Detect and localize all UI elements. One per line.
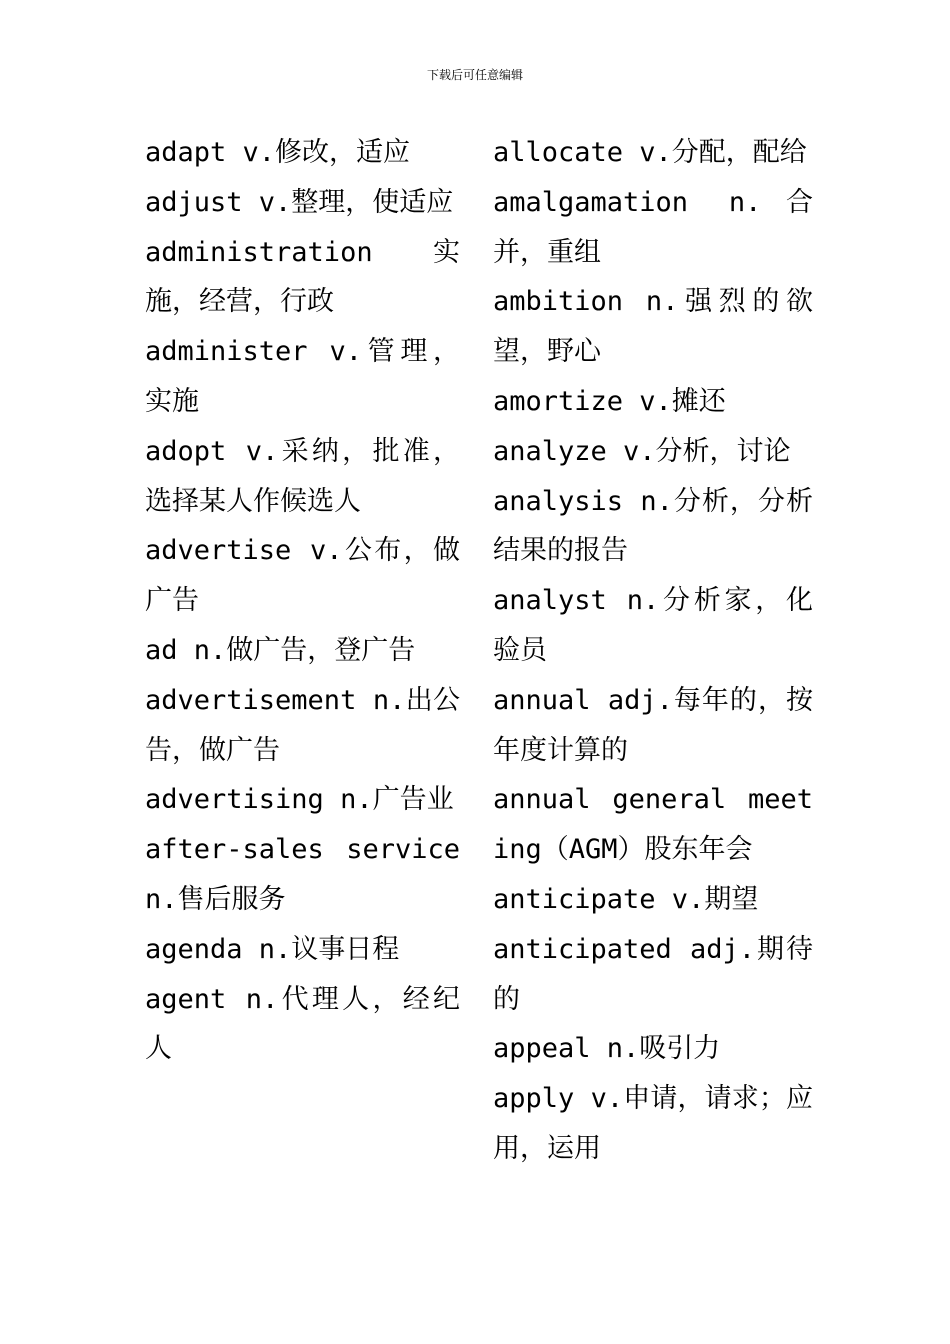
glossary-entry: amalgamation n.合并，重组 [493,186,813,268]
glossary-entry: anticipate v.期望 [493,883,759,915]
glossary-entry: apply v.申请，请求；应用，运用 [493,1083,813,1164]
glossary-entry: analyze v.分析，讨论 [493,435,791,467]
glossary-entry: allocate v.分配，配给 [493,137,807,168]
glossary-entry: analyst n.分析家，化验员 [493,585,813,666]
page-header: 下载后可任意编辑 [426,68,523,82]
glossary-entry: after-sales service n.售后服务 [145,834,460,915]
glossary-entry: advertisement n.出公告，做广告 [145,684,460,766]
glossary-entry: annual adj.每年的，按年度计算的 [493,684,813,766]
glossary-entry: advertise v.公布，做广告 [145,535,460,617]
glossary-entry: ambition n.强烈的欲望，野心 [493,286,813,368]
glossary-entry: analysis n.分析，分析结果的报告 [493,485,813,567]
glossary-entry: adapt v.修改，适应 [145,137,411,168]
glossary-entry: ad n.做广告，登广告 [145,634,416,666]
glossary-column-left [145,128,460,1074]
glossary-entry: advertising n.广告业 [145,784,454,816]
glossary-entry: administration 实施，经营，行政 [145,236,460,318]
glossary-entry: amortize v.摊还 [493,385,726,417]
glossary-entry: administer v.管理，实施 [145,336,460,417]
glossary-column-right [493,128,813,1174]
glossary-entry: agenda n.议事日程 [145,933,400,965]
glossary-entry: adjust v.整理，使适应 [145,186,454,218]
glossary-entry: agent n.代理人，经纪人 [145,983,460,1065]
glossary-entry: annual general meeting（AGM）股东年会 [493,784,813,866]
glossary-entry: appeal n.吸引力 [493,1033,721,1065]
glossary-entry: anticipated adj.期待的 [493,933,813,1015]
glossary-entry: adopt v.采纳，批准，选择某人作候选人 [145,435,460,517]
